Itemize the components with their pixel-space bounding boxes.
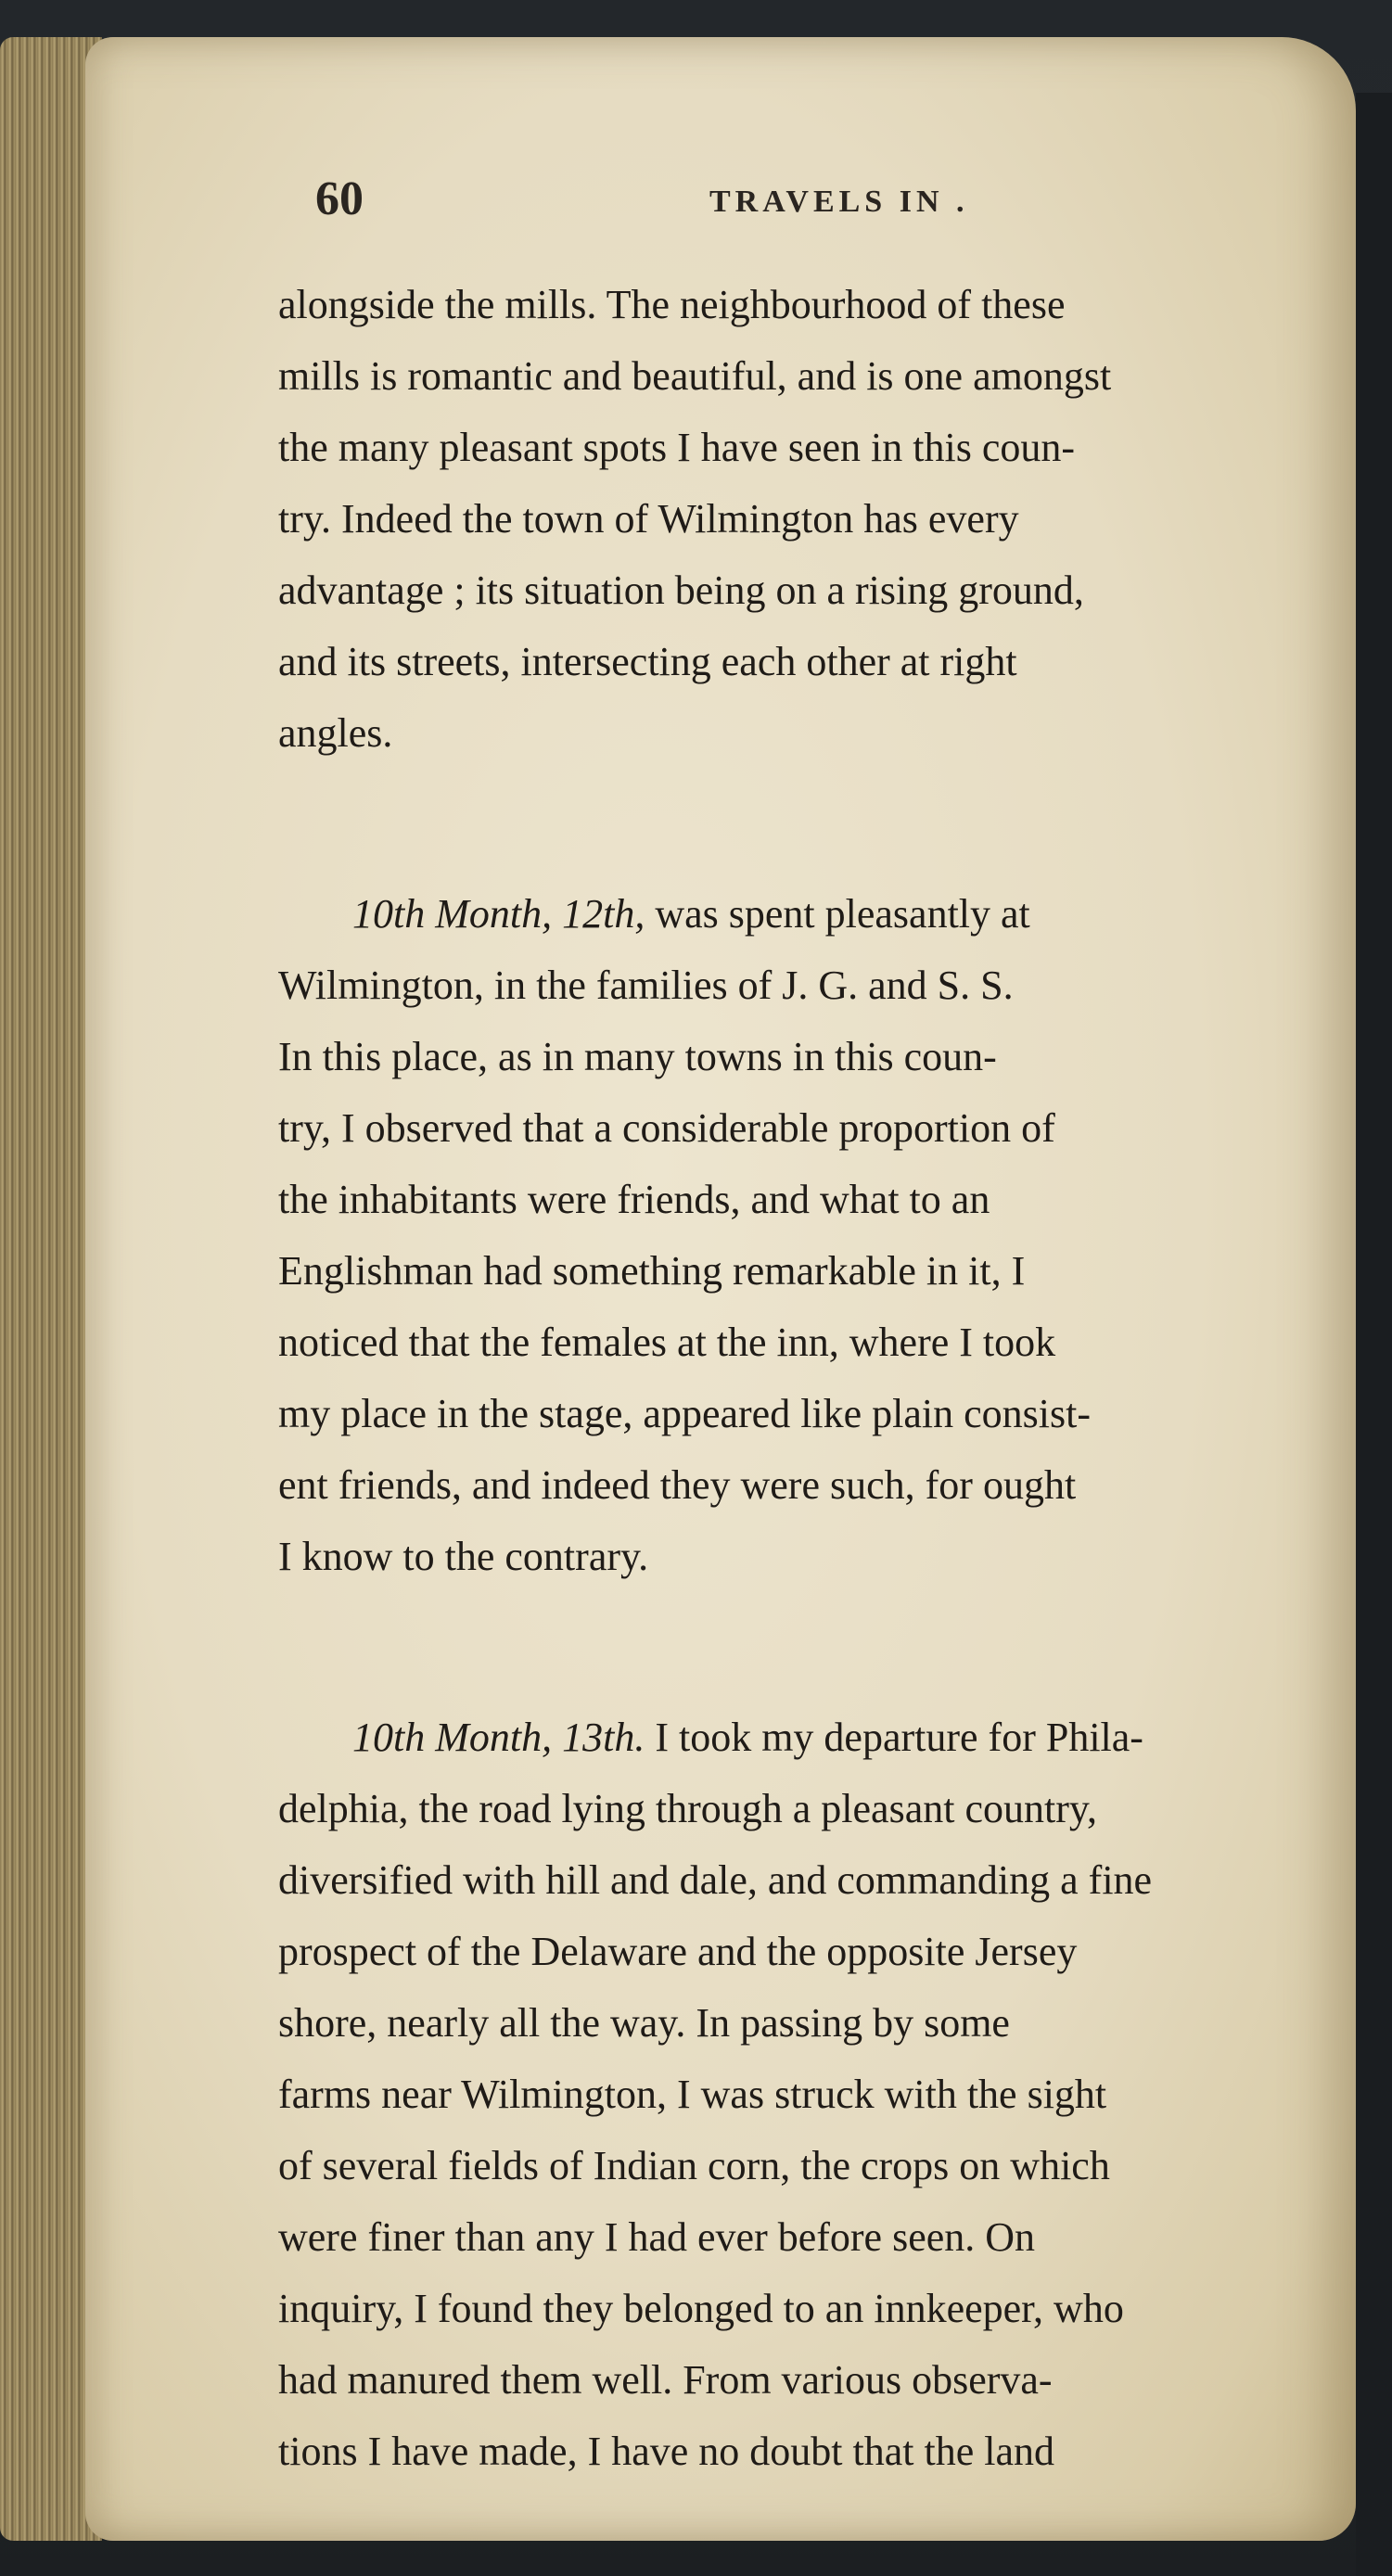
text-line: try. Indeed the town of Wilmington has every: [278, 496, 1019, 542]
paragraph-gap: [278, 1592, 1345, 1702]
text-line: the many pleasant spots I have seen in this coun-: [278, 425, 1076, 470]
text-line: delphia, the road lying through a pleasant country,: [278, 1786, 1098, 1831]
text-line: [278, 878, 1345, 950]
text-line: Englishman had something remarkable in it, I: [278, 1248, 1026, 1294]
text-line: of several fields of Indian corn, the crops on which: [278, 2143, 1110, 2188]
text-line: shore, nearly all the way. In passing by some: [278, 2000, 1010, 2046]
text-line: noticed that the females at the inn, where I took: [278, 1320, 1056, 1365]
paragraph-3: [278, 1702, 1345, 2487]
text-line-continuation: I took my departure for Phila-: [645, 1715, 1143, 1760]
paragraph-2: [278, 878, 1345, 1592]
text-line: prospect of the Delaware and the opposite Jersey: [278, 1929, 1078, 1974]
text-line: mills is romantic and beautiful, and is one amongst: [278, 353, 1112, 399]
text-line: angles.: [278, 710, 393, 756]
text-line: alongside the mills. The neighbourhood of these: [278, 282, 1066, 327]
page-number: 60: [315, 172, 364, 225]
body-text: [278, 269, 1345, 2487]
text-line: the inhabitants were friends, and what to an: [278, 1177, 990, 1222]
text-line: and its streets, intersecting each other at right: [278, 639, 1017, 684]
text-line: advantage ; its situation being on a rising ground,: [278, 567, 1084, 613]
text-line: farms near Wilmington, I was struck with the sight: [278, 2072, 1107, 2117]
page-header: [315, 172, 1150, 236]
text-line-continuation: was spent pleasantly at: [645, 891, 1030, 937]
background-right: [1356, 93, 1392, 2576]
paragraph-1: [278, 269, 1345, 769]
running-head: TRAVELS IN .: [709, 185, 969, 219]
text-line: ent friends, and indeed they were such, for ought: [278, 1462, 1077, 1508]
text-line: try, I observed that a considerable proportion of: [278, 1105, 1055, 1151]
text-line: In this place, as in many towns in this coun-: [278, 1034, 997, 1079]
text-line: [278, 1702, 1345, 1773]
date-heading: 10th Month, 12th,: [352, 891, 645, 937]
text-line: my place in the stage, appeared like plain consist-: [278, 1391, 1092, 1436]
paragraph-gap: [278, 769, 1345, 878]
text-line: Wilmington, in the families of J. G. and S. S.: [278, 963, 1014, 1008]
text-line: were finer than any I had ever before seen. On: [278, 2214, 1036, 2260]
text-line: tions I have made, I have no doubt that the land: [278, 2429, 1054, 2474]
date-heading: 10th Month, 13th.: [352, 1715, 645, 1760]
text-line: had manured them well. From various observa-: [278, 2357, 1053, 2403]
text-line: inquiry, I found they belonged to an innkeeper, who: [278, 2286, 1124, 2331]
text-line: I know to the contrary.: [278, 1534, 649, 1579]
text-line: diversified with hill and dale, and commanding a fine: [278, 1857, 1153, 1903]
